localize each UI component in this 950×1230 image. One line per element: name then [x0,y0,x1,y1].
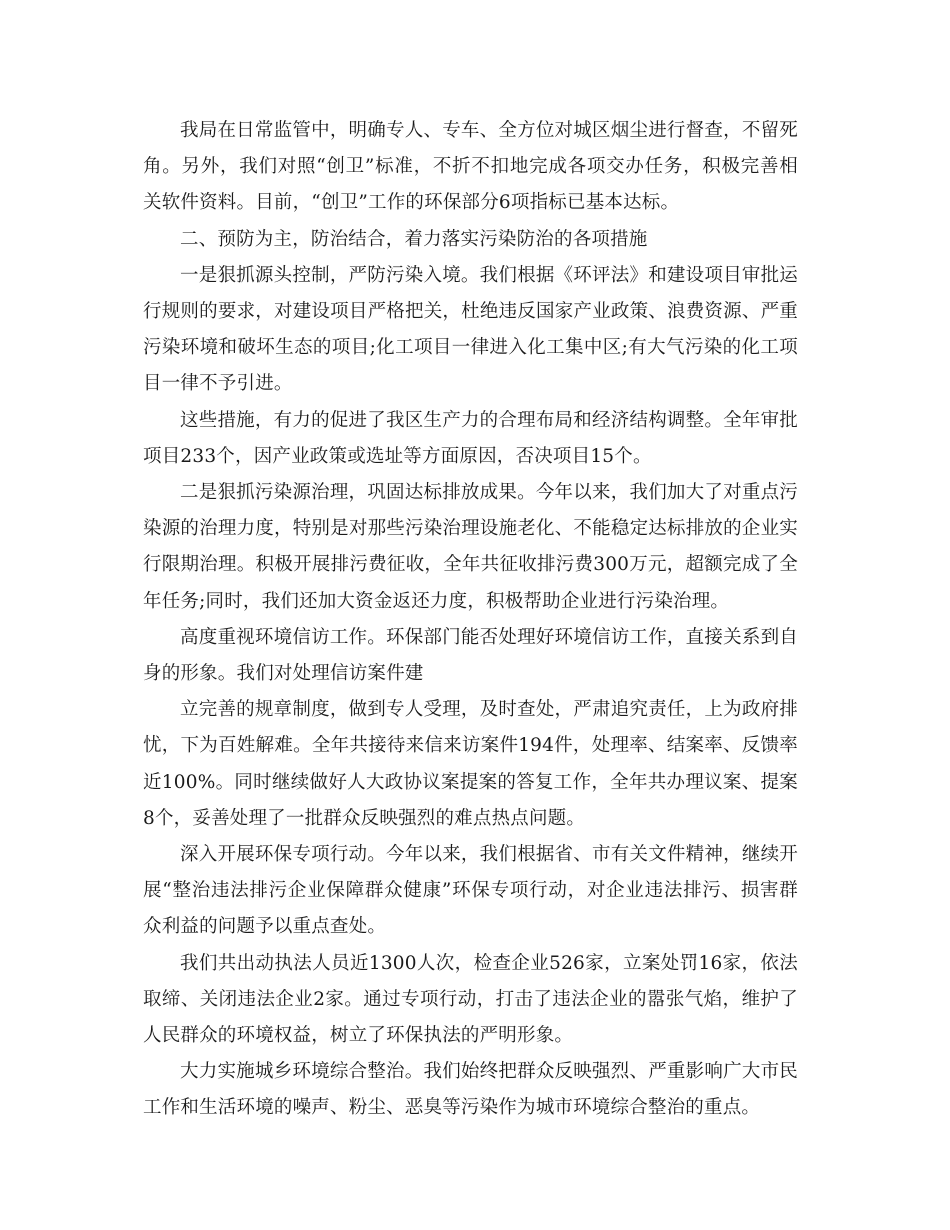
paragraph-special-action: 深入开展环保专项行动。今年以来，我们根据省、市有关文件精神，继续开展“整治违法排污企业保障群众健康”环保专项行动，对企业违法排污、损害群众利益的问题予以重点查处。 [143,844,798,938]
paragraph-smoke-supervision: 我局在日常监管中，明确专人、专车、全方位对城区烟尘进行督查，不留死角。另外，我们对照“创卫”标准，不折不扣地完成各项交办任务，积极完善相关软件资料。目前，“创卫”工作的环保部分6项指标已基本达标。 [143,120,798,214]
paragraph-source-control: 一是狠抓源头控制，严防污染入境。我们根据《环评法》和建设项目审批运行规则的要求，对建设项目严格把关，杜绝违反国家产业政策、浪费资源、严重污染环境和破坏生态的项目;化工项目一律进入化工集中区;有大气污染的化工项目一律不予引进。 [143,264,798,395]
paragraph-pollution-treatment: 二是狠抓污染源治理，巩固达标排放成果。今年以来，我们加大了对重点污染源的治理力度，特别是对那些污染治理设施老化、不能稳定达标排放的企业实行限期治理。积极开展排污费征收，全年共征收排污费300万元，超额完成了全年任务;同时，我们还加大资金返还力度，积极帮助企业进行污染治理。 [143,482,798,612]
document-body [143,113,798,1127]
paragraph-enforcement-results: 我们共出动执法人员近1300人次，检查企业526家，立案处罚16家，依法取缔、关闭违法企业2家。通过专项行动，打击了违法企业的嚣张气焰，维护了人民群众的环境权益，树立了环保执法的严明形象。 [143,952,798,1047]
paragraph-petition-work: 高度重视环境信访工作。环保部门能否处理好环境信访工作，直接关系到自身的形象。我们对处理信访案件建 [143,626,798,685]
paragraph-environment-rectification: 大力实施城乡环境综合整治。我们始终把群众反映强烈、严重影响广大市民工作和生活环境的噪声、粉尘、恶臭等污染作为城市环境综合整治的重点。 [143,1061,798,1119]
section-heading-prevention: 二、预防为主，防治结合，着力落实污染防治的各项措施 [180,228,648,250]
paragraph-petition-rules: 立完善的规章制度，做到专人受理，及时查处，严肃追究责任，上为政府排忧，下为百姓解难。全年共接待来信来访案件194件，处理率、结案率、反馈率近100%。同时继续做好人大政协议案提案的答复工作，全年共办理议案、提案8个，妥善处理了一批群众反映强烈的难点热点问题。 [143,699,798,829]
paragraph-project-approval: 这些措施，有力的促进了我区生产力的合理布局和经济结构调整。全年审批项目233个，因产业政策或选址等方面原因，否决项目15个。 [143,409,798,467]
